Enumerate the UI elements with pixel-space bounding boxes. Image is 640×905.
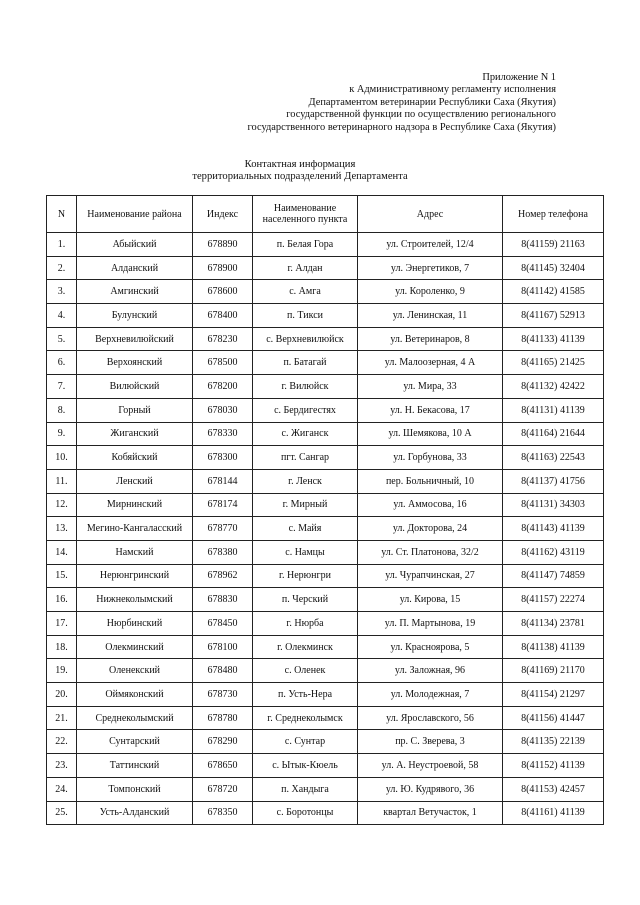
cell-district: Среднеколымский xyxy=(77,706,193,730)
cell-address: ул. П. Мартынова, 19 xyxy=(358,612,503,636)
cell-address: ул. Ярославского, 56 xyxy=(358,706,503,730)
cell-index: 678780 xyxy=(193,706,253,730)
header-row xyxy=(47,196,604,233)
cell-address: ул. Малоозерная, 4 А xyxy=(358,351,503,375)
cell-district: Нижнеколымский xyxy=(77,588,193,612)
cell-index: 678480 xyxy=(193,659,253,683)
table-row xyxy=(47,233,604,257)
cell-address: ул. Строителей, 12/4 xyxy=(358,233,503,257)
cell-index: 678030 xyxy=(193,398,253,422)
cell-num: 8. xyxy=(47,398,77,422)
cell-phone: 8(41167) 52913 xyxy=(503,304,604,328)
cell-district: Томпонский xyxy=(77,777,193,801)
cell-index: 678500 xyxy=(193,351,253,375)
cell-num: 20. xyxy=(47,683,77,707)
appendix-reference xyxy=(136,72,556,134)
cell-address: ул. Красноярова, 5 xyxy=(358,635,503,659)
table-row xyxy=(47,730,604,754)
cell-address: ул. Молодежная, 7 xyxy=(358,683,503,707)
cell-num: 2. xyxy=(47,256,77,280)
cell-phone: 8(41142) 41585 xyxy=(503,280,604,304)
cell-district: Олекминский xyxy=(77,635,193,659)
cell-num: 25. xyxy=(47,801,77,825)
cell-index: 678200 xyxy=(193,375,253,399)
cell-index: 678400 xyxy=(193,304,253,328)
table-row xyxy=(47,564,604,588)
cell-settlement: г. Вилюйск xyxy=(253,375,358,399)
cell-settlement: п. Черский xyxy=(253,588,358,612)
cell-settlement: с. Оленек xyxy=(253,659,358,683)
cell-settlement: с. Боротонцы xyxy=(253,801,358,825)
cell-phone: 8(41164) 21644 xyxy=(503,422,604,446)
cell-address: ул. А. Неустроевой, 58 xyxy=(358,754,503,778)
table-row xyxy=(47,398,604,422)
table-row xyxy=(47,683,604,707)
cell-index: 678450 xyxy=(193,612,253,636)
header-address: Адрес xyxy=(358,196,503,233)
cell-district: Нюрбинский xyxy=(77,612,193,636)
appendix-line: к Административному регламенту исполнения xyxy=(349,84,556,96)
table-row xyxy=(47,801,604,825)
cell-address: ул. Кирова, 15 xyxy=(358,588,503,612)
cell-phone: 8(41156) 41447 xyxy=(503,706,604,730)
cell-num: 1. xyxy=(47,233,77,257)
cell-settlement: с. Намцы xyxy=(253,540,358,564)
cell-settlement: г. Ленск xyxy=(253,469,358,493)
table-row xyxy=(47,777,604,801)
cell-settlement: с. Бердигестях xyxy=(253,398,358,422)
cell-district: Ленский xyxy=(77,469,193,493)
cell-district: Жиганский xyxy=(77,422,193,446)
cell-district: Оймяконский xyxy=(77,683,193,707)
cell-settlement: с. Сунтар xyxy=(253,730,358,754)
cell-phone: 8(41133) 41139 xyxy=(503,327,604,351)
table-row xyxy=(47,469,604,493)
cell-address: пер. Больничный, 10 xyxy=(358,469,503,493)
cell-num: 21. xyxy=(47,706,77,730)
table-row xyxy=(47,612,604,636)
cell-district: Сунтарский xyxy=(77,730,193,754)
cell-district: Абыйский xyxy=(77,233,193,257)
title-line: Контактная информация xyxy=(244,159,356,170)
cell-num: 10. xyxy=(47,446,77,470)
cell-address: ул. Шемякова, 10 А xyxy=(358,422,503,446)
cell-district: Кобяйский xyxy=(77,446,193,470)
cell-phone: 8(41135) 22139 xyxy=(503,730,604,754)
cell-district: Мирнинский xyxy=(77,493,193,517)
cell-index: 678830 xyxy=(193,588,253,612)
cell-phone: 8(41152) 41139 xyxy=(503,754,604,778)
cell-settlement: г. Нюрба xyxy=(253,612,358,636)
cell-index: 678600 xyxy=(193,280,253,304)
contacts-table xyxy=(46,195,604,825)
cell-district: Амгинский xyxy=(77,280,193,304)
cell-index: 678770 xyxy=(193,517,253,541)
cell-num: 14. xyxy=(47,540,77,564)
cell-num: 4. xyxy=(47,304,77,328)
table-row xyxy=(47,375,604,399)
header-district: Наименование района xyxy=(77,196,193,233)
document-title xyxy=(120,159,480,184)
table-row xyxy=(47,706,604,730)
cell-settlement: с. Майя xyxy=(253,517,358,541)
cell-index: 678900 xyxy=(193,256,253,280)
cell-address: ул. Заложная, 96 xyxy=(358,659,503,683)
cell-district: Вилюйский xyxy=(77,375,193,399)
cell-index: 678300 xyxy=(193,446,253,470)
appendix-line: Приложение N 1 xyxy=(482,72,556,83)
cell-index: 678890 xyxy=(193,233,253,257)
table-row xyxy=(47,493,604,517)
table-row xyxy=(47,635,604,659)
cell-num: 18. xyxy=(47,635,77,659)
cell-address: ул. Ю. Кудрявого, 36 xyxy=(358,777,503,801)
title-line: территориальных подразделений Департамента xyxy=(192,171,408,183)
cell-address: ул. Докторова, 24 xyxy=(358,517,503,541)
header-index: Индекс xyxy=(193,196,253,233)
cell-num: 11. xyxy=(47,469,77,493)
cell-address: ул. Аммосова, 16 xyxy=(358,493,503,517)
table-header xyxy=(47,196,604,233)
cell-settlement: с. Верхневилюйск xyxy=(253,327,358,351)
cell-num: 13. xyxy=(47,517,77,541)
cell-phone: 8(41137) 41756 xyxy=(503,469,604,493)
cell-index: 678730 xyxy=(193,683,253,707)
cell-address: ул. Горбунова, 33 xyxy=(358,446,503,470)
table-row xyxy=(47,256,604,280)
cell-index: 678330 xyxy=(193,422,253,446)
cell-address: ул. Короленко, 9 xyxy=(358,280,503,304)
cell-phone: 8(41131) 41139 xyxy=(503,398,604,422)
cell-district: Нерюнгринский xyxy=(77,564,193,588)
cell-phone: 8(41162) 43119 xyxy=(503,540,604,564)
cell-phone: 8(41145) 32404 xyxy=(503,256,604,280)
cell-index: 678144 xyxy=(193,469,253,493)
cell-settlement: пгт. Сангар xyxy=(253,446,358,470)
header-settlement: Наименование населенного пункта xyxy=(253,196,358,233)
table-row xyxy=(47,659,604,683)
cell-district: Намский xyxy=(77,540,193,564)
cell-district: Булунский xyxy=(77,304,193,328)
cell-settlement: п. Хандыга xyxy=(253,777,358,801)
cell-phone: 8(41161) 41139 xyxy=(503,801,604,825)
cell-settlement: г. Мирный xyxy=(253,493,358,517)
cell-phone: 8(41159) 21163 xyxy=(503,233,604,257)
table-row xyxy=(47,517,604,541)
cell-settlement: г. Нерюнгри xyxy=(253,564,358,588)
table-row xyxy=(47,446,604,470)
cell-index: 678230 xyxy=(193,327,253,351)
cell-settlement: п. Усть-Нера xyxy=(253,683,358,707)
cell-phone: 8(41165) 21425 xyxy=(503,351,604,375)
cell-settlement: с. Жиганск xyxy=(253,422,358,446)
table-row xyxy=(47,588,604,612)
cell-index: 678350 xyxy=(193,801,253,825)
cell-phone: 8(41143) 41139 xyxy=(503,517,604,541)
cell-settlement: п. Батагай xyxy=(253,351,358,375)
cell-phone: 8(41163) 22543 xyxy=(503,446,604,470)
cell-phone: 8(41147) 74859 xyxy=(503,564,604,588)
cell-index: 678174 xyxy=(193,493,253,517)
table-row xyxy=(47,422,604,446)
table-row xyxy=(47,280,604,304)
cell-num: 6. xyxy=(47,351,77,375)
header-phone: Номер телефона xyxy=(503,196,604,233)
cell-address: ул. Ленинская, 11 xyxy=(358,304,503,328)
cell-district: Горный xyxy=(77,398,193,422)
cell-address: ул. Энергетиков, 7 xyxy=(358,256,503,280)
cell-address: пр. С. Зверева, 3 xyxy=(358,730,503,754)
cell-phone: 8(41154) 21297 xyxy=(503,683,604,707)
cell-district: Мегино-Кангаласский xyxy=(77,517,193,541)
cell-num: 12. xyxy=(47,493,77,517)
cell-index: 678380 xyxy=(193,540,253,564)
cell-address: ул. Н. Бекасова, 17 xyxy=(358,398,503,422)
cell-num: 24. xyxy=(47,777,77,801)
cell-index: 678290 xyxy=(193,730,253,754)
cell-settlement: г. Среднеколымск xyxy=(253,706,358,730)
cell-address: ул. Мира, 33 xyxy=(358,375,503,399)
cell-num: 5. xyxy=(47,327,77,351)
cell-address: квартал Ветучасток, 1 xyxy=(358,801,503,825)
cell-address: ул. Чурапчинская, 27 xyxy=(358,564,503,588)
cell-num: 9. xyxy=(47,422,77,446)
cell-settlement: с. Амга xyxy=(253,280,358,304)
table-row xyxy=(47,327,604,351)
cell-district: Усть-Алданский xyxy=(77,801,193,825)
cell-settlement: г. Алдан xyxy=(253,256,358,280)
cell-address: ул. Ст. Платонова, 32/2 xyxy=(358,540,503,564)
cell-settlement: п. Белая Гора xyxy=(253,233,358,257)
table-row xyxy=(47,540,604,564)
table-body xyxy=(47,233,604,825)
cell-num: 23. xyxy=(47,754,77,778)
appendix-line: государственной функции по осуществлению регионального xyxy=(286,109,556,121)
cell-num: 15. xyxy=(47,564,77,588)
cell-phone: 8(41131) 34303 xyxy=(503,493,604,517)
cell-num: 16. xyxy=(47,588,77,612)
cell-phone: 8(41169) 21170 xyxy=(503,659,604,683)
cell-index: 678650 xyxy=(193,754,253,778)
table-row xyxy=(47,351,604,375)
cell-phone: 8(41138) 41139 xyxy=(503,635,604,659)
cell-index: 678720 xyxy=(193,777,253,801)
cell-district: Верхоянский xyxy=(77,351,193,375)
cell-phone: 8(41153) 42457 xyxy=(503,777,604,801)
cell-district: Таттинский xyxy=(77,754,193,778)
cell-index: 678100 xyxy=(193,635,253,659)
table-row xyxy=(47,754,604,778)
cell-num: 17. xyxy=(47,612,77,636)
header-num: N xyxy=(47,196,77,233)
cell-num: 3. xyxy=(47,280,77,304)
cell-index: 678962 xyxy=(193,564,253,588)
cell-district: Алданский xyxy=(77,256,193,280)
table-row xyxy=(47,304,604,328)
cell-district: Оленекский xyxy=(77,659,193,683)
cell-district: Верхневилюйский xyxy=(77,327,193,351)
cell-address: ул. Ветеринаров, 8 xyxy=(358,327,503,351)
cell-phone: 8(41134) 23781 xyxy=(503,612,604,636)
cell-num: 19. xyxy=(47,659,77,683)
appendix-line: государственного ветеринарного надзора в Республике Саха (Якутия) xyxy=(247,121,556,133)
cell-num: 22. xyxy=(47,730,77,754)
cell-settlement: п. Тикси xyxy=(253,304,358,328)
appendix-line: Департаментом ветеринарии Республики Саха (Якутия) xyxy=(308,96,556,108)
cell-num: 7. xyxy=(47,375,77,399)
cell-settlement: с. Ытык-Кюель xyxy=(253,754,358,778)
cell-phone: 8(41157) 22274 xyxy=(503,588,604,612)
cell-phone: 8(41132) 42422 xyxy=(503,375,604,399)
cell-settlement: г. Олекминск xyxy=(253,635,358,659)
